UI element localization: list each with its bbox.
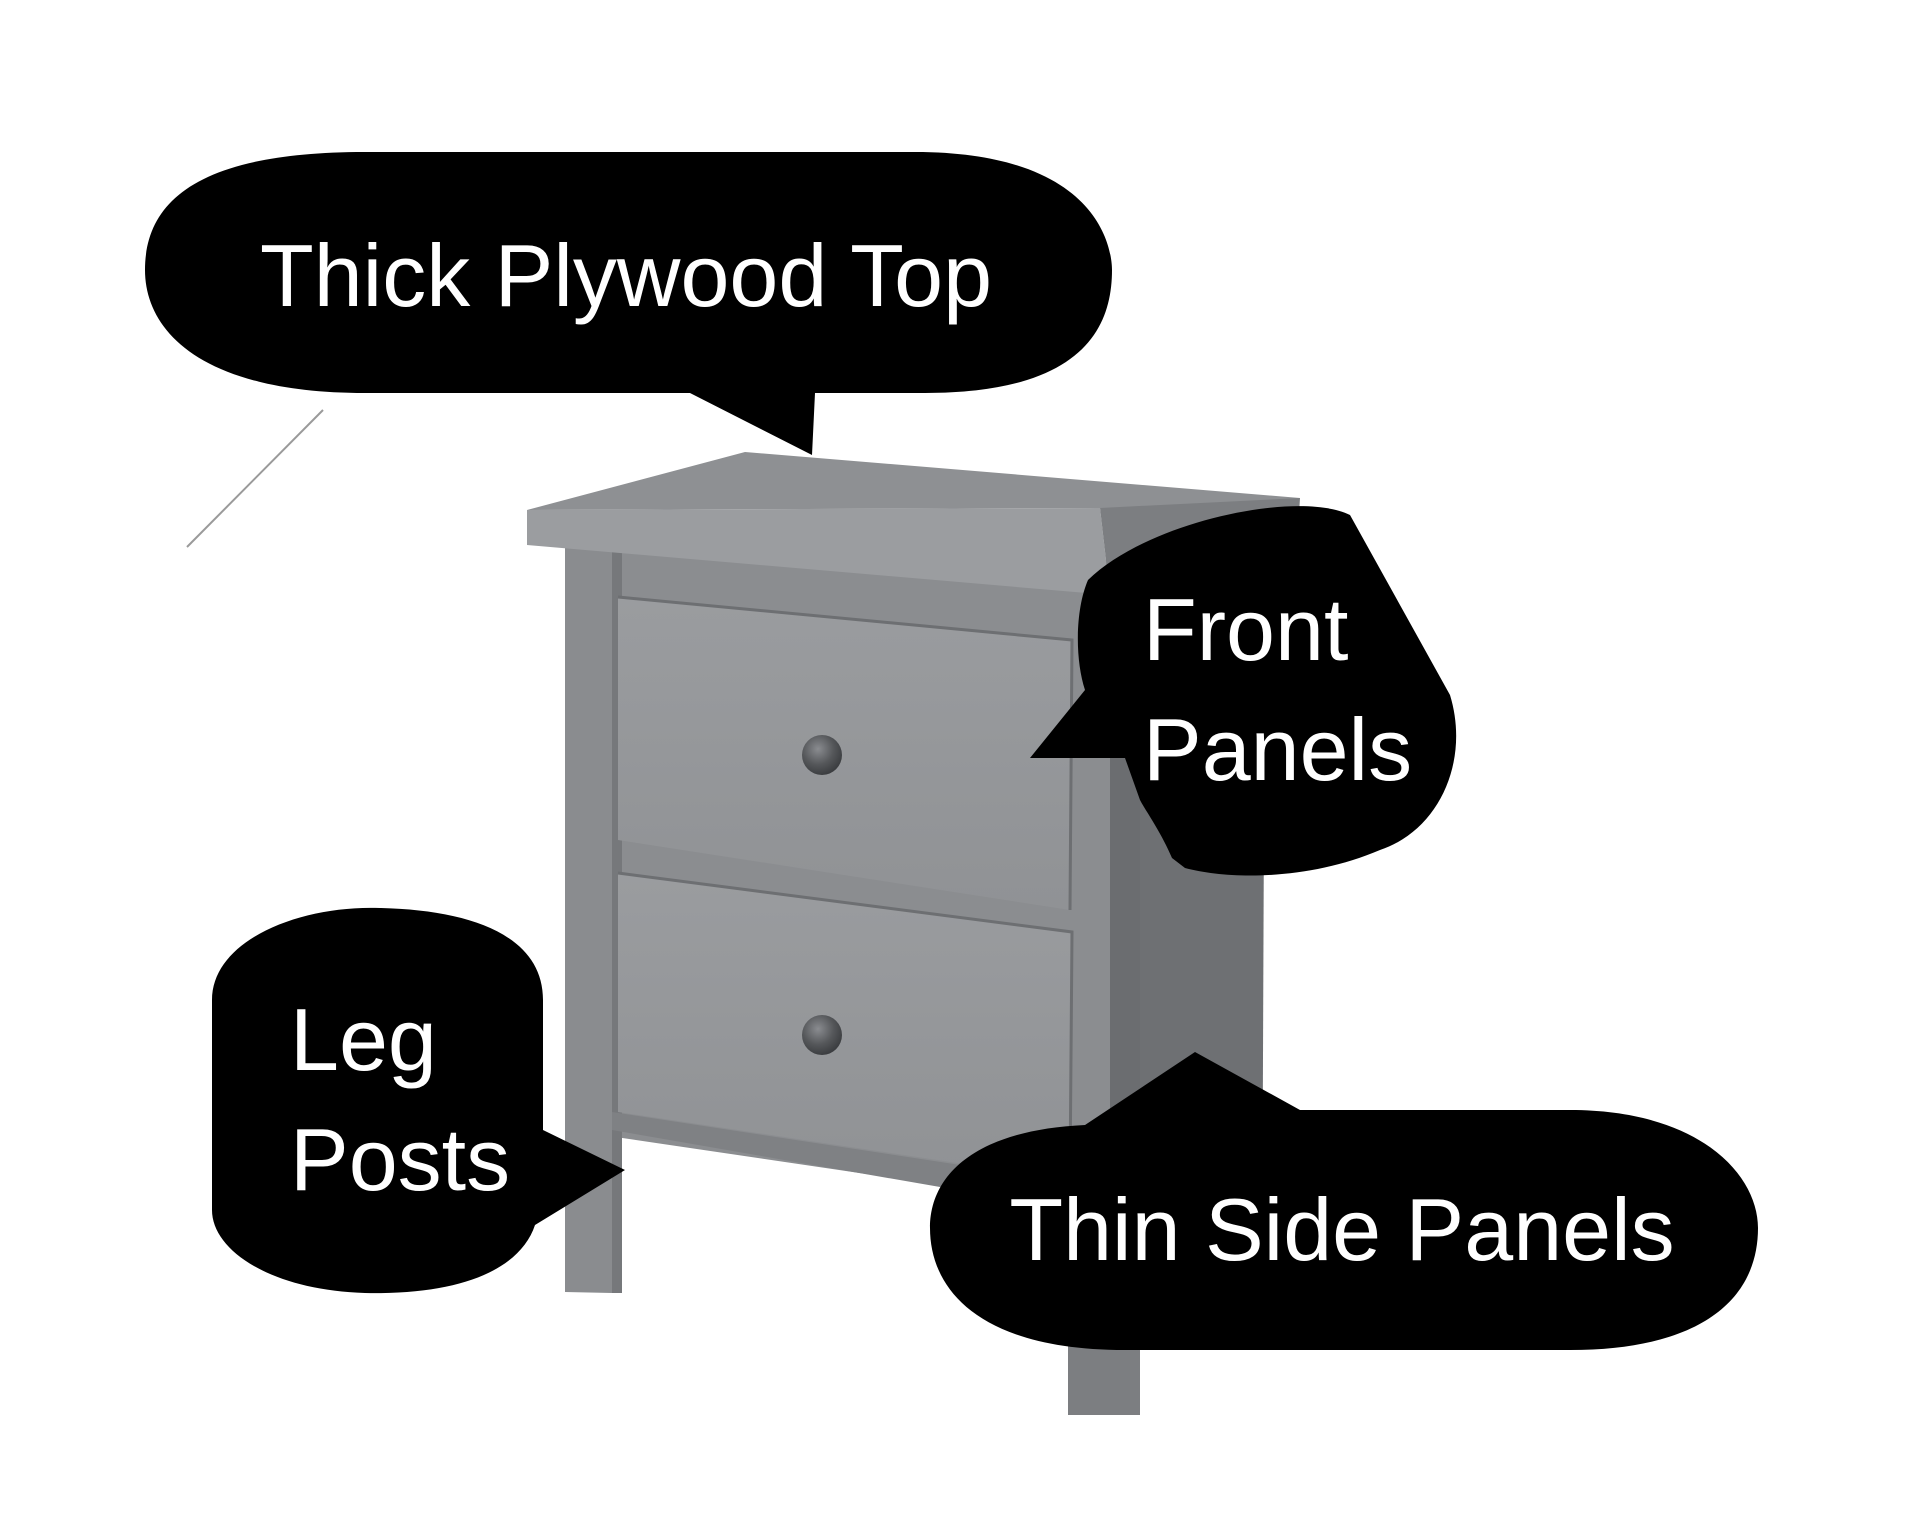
callout-legs bbox=[212, 908, 625, 1293]
knob-upper bbox=[802, 735, 842, 775]
callout-front-label-line1: Front bbox=[1143, 580, 1349, 679]
callout-front-label-line2: Panels bbox=[1143, 700, 1413, 799]
callout-legs-label-line1: Leg bbox=[290, 990, 437, 1089]
stray-line bbox=[187, 410, 323, 547]
knob-lower bbox=[802, 1015, 842, 1055]
callout-sides-label: Thin Side Panels bbox=[1009, 1180, 1675, 1279]
tabletop-surface bbox=[527, 452, 1300, 510]
callout-top bbox=[145, 152, 1112, 455]
callout-legs-label-line2: Posts bbox=[290, 1110, 511, 1209]
callout-top-label: Thick Plywood Top bbox=[259, 226, 993, 325]
callout-legs-bubble bbox=[212, 908, 625, 1293]
